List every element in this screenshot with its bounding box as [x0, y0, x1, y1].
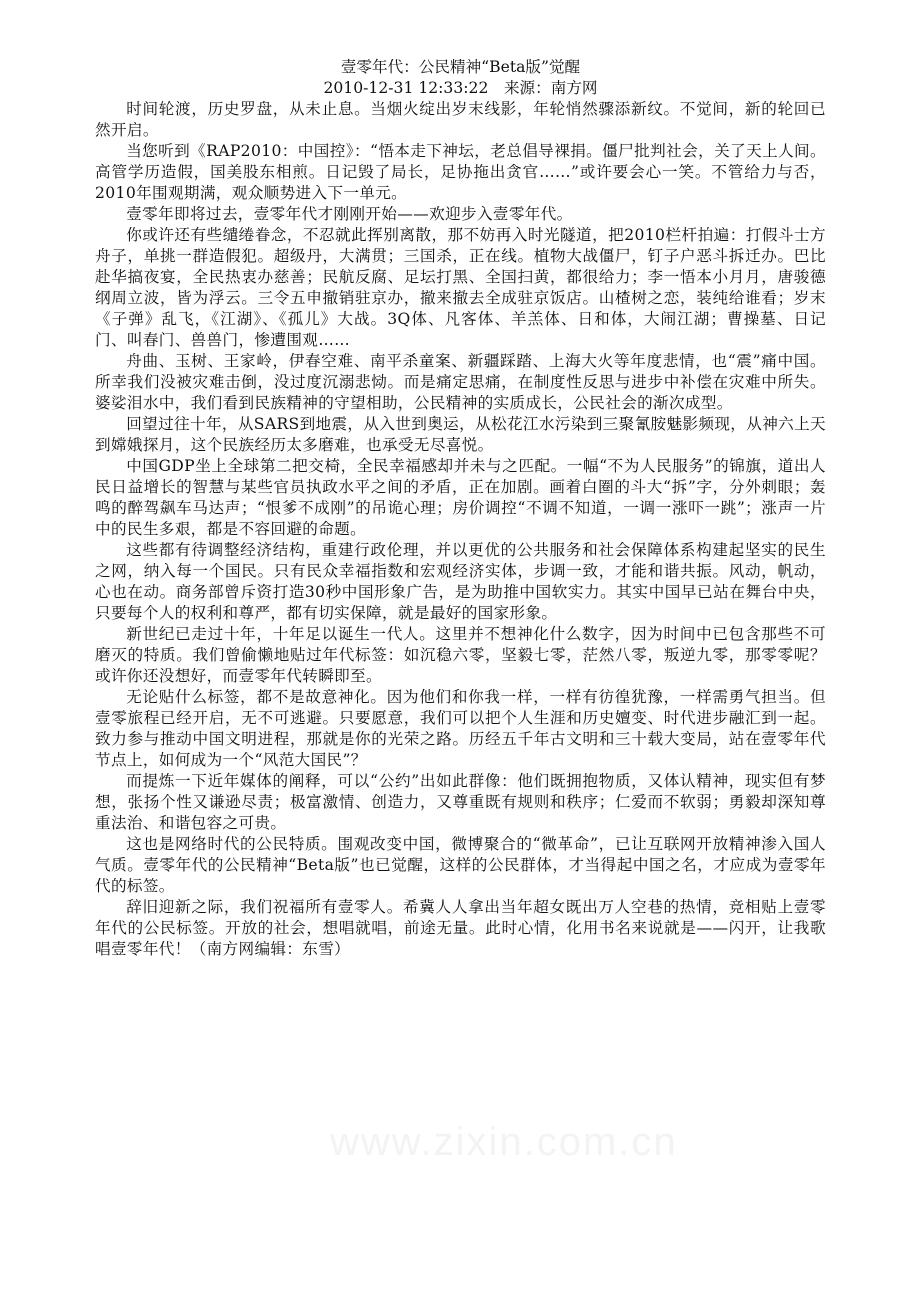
article — [95, 57, 826, 960]
paragraph: 这些都有待调整经济结构，重建行政伦理，并以更优的公共服务和社会保障体系构建起坚实的民生之网，纳入每一个国民。只有民众幸福指数和宏观经济实体，步调一致，才能和谐共振。风动，帆动，心也在动。商务部曾斥资打造30秒中国形象广告，是为助推中国软实力。其实中国早已站在舞台中央，只要每个人的权利和尊严，都有切实保障，就是最好的国家形象。 — [95, 541, 826, 622]
paragraph: 这也是网络时代的公民特质。围观改变中国，微博聚合的“微革命”，已让互联网开放精神渗入国人气质。壹零年代的公民精神“Beta版”也已觉醒，这样的公民群体，才当得起中国之名，才应成为壹零年代的标签。 — [95, 835, 826, 895]
paragraph: 你或许还有些缱绻眷念，不忍就此挥别离散，那不妨再入时光隧道，把2010栏杆拍遍：打假斗士方舟子，单挑一群造假犯。超级丹，大满贯；三国杀，正在线。植物大战僵尸，钉子户恶斗拆迁办。巴比赴华搞夜宴，全民热衷办慈善；民航反腐、足坛打黑、全国扫黄，都很给力；李一悟本小月月，唐骏德纲周立波，皆为浮云。三令五申撤销驻京办，撤来撤去全成驻京饭店。山楂树之恋，装纯给谁看；岁末《子弹》乱飞，《江湖》、《孤儿》大战。3Q体、凡客体、羊羔体、日和体，大闹江湖；曹操墓、日记门、叫春门、兽兽门，惨遭围观…… — [95, 226, 826, 349]
article-meta: 2010-12-31 12:33:22 来源：南方网 — [323, 79, 598, 97]
paragraph: 中国GDP坐上全球第二把交椅，全民幸福感却并未与之匹配。一幅“不为人民服务”的锦旗，道出人民日益增长的智慧与某些官员执政水平之间的矛盾，正在加剧。画着白圈的斗大“拆”字，分外刺眼；轰鸣的醉驾飙车马达声；“恨爹不成刚”的吊诡心理；房价调控“不调不知道，一调一涨吓一跳”；涨声一片中的民生多艰，都是不容回避的命题。 — [95, 457, 826, 538]
paragraph: 壹零年即将过去，壹零年代才刚刚开始——欢迎步入壹零年代。 — [126, 205, 573, 223]
article-title: 壹零年代：公民精神“Beta版”觉醒 — [340, 58, 581, 76]
paragraph: 辞旧迎新之际，我们祝福所有壹零人。希冀人人拿出当年超女既出万人空巷的热情，竞相贴上壹零年代的公民标签。开放的社会，想唱就唱，前途无量。此时心情，化用书名来说就是——闪开，让我歌唱壹零年代！（南方网编辑：东雪） — [95, 898, 826, 958]
paragraph: 无论贴什么标签，都不是故意神化。因为他们和你我一样，一样有彷徨犹豫，一样需勇气担当。但壹零旅程已经开启，无不可逃避。只要愿意，我们可以把个人生涯和历史嬗变、时代进步融汇到一起。致力参与推动中国文明进程，那就是你的光荣之路。历经五千年古文明和三十载大变局，站在壹零年代节点上，如何成为一个“风范大国民”？ — [95, 688, 826, 769]
paragraph: 而提炼一下近年媒体的阐释，可以“公约”出如此群像：他们既拥抱物质，又体认精神，现实但有梦想，张扬个性又谦逊尽责；极富激情、创造力，又尊重既有规则和秩序；仁爱而不软弱；勇毅却深知尊重法治、和谐包容之可贵。 — [95, 772, 826, 832]
paragraph: 时间轮渡，历史罗盘，从未止息。当烟火绽出岁末线影，年轮悄然骤添新纹。不觉间，新的轮回已然开启。 — [95, 100, 826, 139]
paragraph: 回望过往十年，从SARS到地震，从入世到奥运，从松花江水污染到三聚氰胺魅影频现，从神六上天到嫦娥探月，这个民族经历太多磨难，也承受无尽喜悦。 — [95, 415, 826, 454]
paragraph: 舟曲、玉树、王家岭，伊春空难、南平杀童案、新疆踩踏、上海大火等年度悲情，也“震”痛中国。所幸我们没被灾难击倒，没过度沉溺悲恸。而是痛定思痛，在制度性反思与进步中补偿在灾难中所失。婆娑泪水中，我们看到民族精神的守望相助，公民精神的实质成长，公民社会的渐次成型。 — [95, 352, 826, 412]
paragraph: 新世纪已走过十年，十年足以诞生一代人。这里并不想神化什么数字，因为时间中已包含那些不可磨灭的特质。我们曾偷懒地贴过年代标签：如沉稳六零，坚毅七零，茫然八零，叛逆九零，那零零呢？或许你还没想好，而壹零年代转瞬即至。 — [95, 625, 826, 685]
paragraph: 当您听到《RAP2010：中国控》：“悟本走下神坛，老总倡导裸捐。僵尸批判社会，关了天上人间。高管学历造假，国美股东相煎。日记毁了局长，足协拖出贪官……”或许要会心一笑。不管给力与否，2010年围观期满，观众顺势进入下一单元。 — [95, 142, 826, 202]
watermark: www.zixin.com.cn — [330, 1120, 678, 1164]
